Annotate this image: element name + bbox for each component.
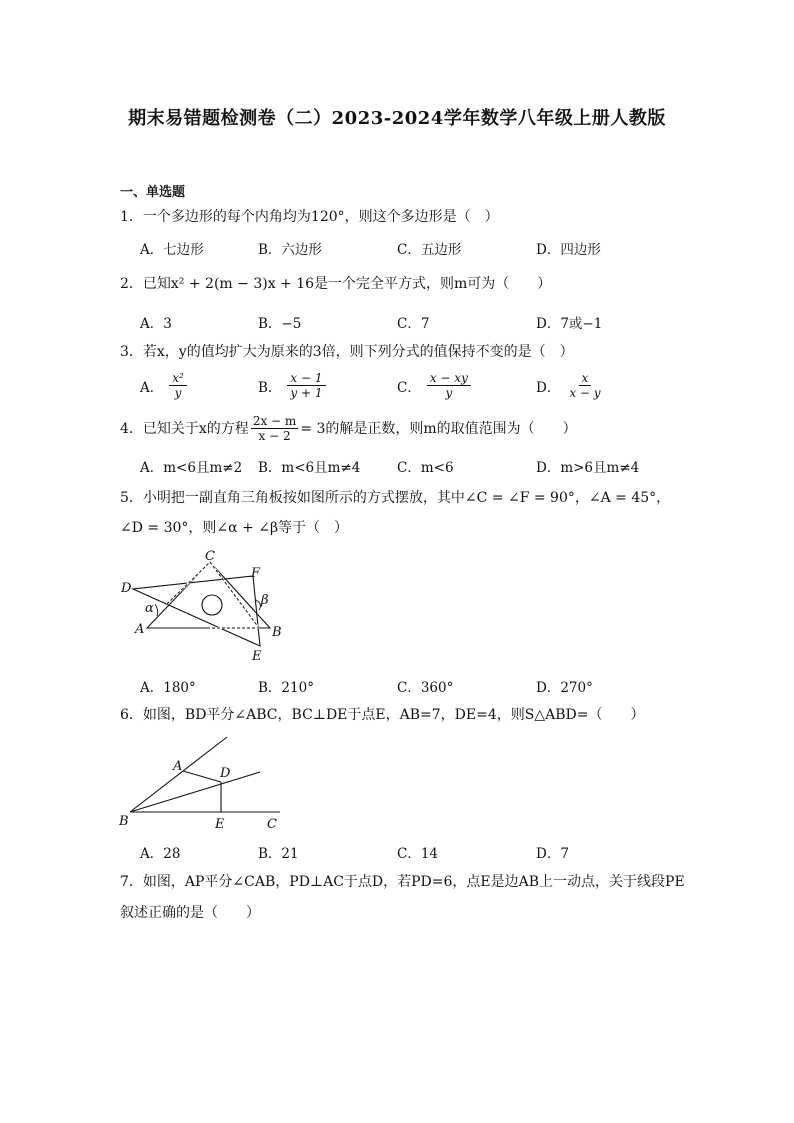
option-b: B．210° [258, 680, 314, 696]
numerator: x − xy [427, 371, 471, 386]
label-a: A [173, 759, 183, 774]
triangles-figure [115, 546, 295, 666]
fraction [169, 371, 187, 400]
option-c: C．m<6 [397, 460, 454, 476]
option-d: D．四边形 [536, 242, 601, 258]
triangle-hole [202, 595, 222, 615]
denominator: y [174, 386, 182, 400]
option-label: D． [536, 379, 561, 396]
option-label: A． [140, 379, 164, 396]
fraction [287, 371, 325, 400]
option-d: D．270° [536, 680, 593, 696]
label-beta: β [261, 593, 269, 608]
option-c: C．14 [397, 846, 439, 862]
option-a: A．七边形 [140, 242, 204, 258]
question-6-options [140, 842, 760, 866]
option-label: B． [258, 379, 282, 396]
question-2-options [140, 312, 760, 336]
question-5-options [140, 676, 760, 700]
question-4-options [140, 456, 760, 480]
question-2-stem: 2．已知x² + 2(m − 3)x + 16是一个完全平方式，则m可为（ ） [120, 276, 552, 292]
label-c: C [205, 549, 215, 564]
page-title: 期末易错题检测卷（二）2023-2024学年数学八年级上册人教版 [128, 108, 666, 129]
option-d [536, 371, 604, 400]
option-c: C．360° [397, 680, 454, 696]
option-b: B．−5 [258, 316, 302, 332]
bisector-bd [130, 772, 260, 812]
numerator: 2x − m [252, 414, 297, 428]
stem-text-pre: 4．已知关于x的方程 [120, 420, 249, 437]
option-c: C．五边形 [397, 242, 462, 258]
question-3-stem: 3．若x，y的值均扩大为原来的3倍，则下列分式的值保持不变的是（ ） [120, 344, 574, 360]
option-a: A．3 [140, 316, 172, 332]
fraction [566, 371, 603, 400]
question-1-stem: 1．一个多边形的每个内角均为120°，则这个多边形是（ ） [120, 209, 499, 225]
fraction [427, 371, 471, 400]
option-label: C． [397, 379, 421, 396]
label-d: D [121, 581, 132, 596]
question-5-stem-cont: ∠D = 30°，则∠α + ∠β等于（ ） [120, 520, 349, 536]
question-3-options [140, 371, 760, 407]
label-alpha: α [145, 601, 154, 616]
question-1-options [140, 238, 760, 262]
label-f: F [251, 566, 261, 581]
label-b: B [272, 625, 282, 640]
stem-text-post: = 3的解是正数，则m的取值范围为（ ） [300, 420, 577, 437]
option-d: D．7或−1 [536, 316, 603, 332]
denominator: x − y [569, 386, 601, 400]
alpha-arc [155, 604, 158, 616]
option-b: B．21 [258, 846, 299, 862]
option-d: D．m>6且m≠4 [536, 460, 640, 476]
option-c: C．7 [397, 316, 430, 332]
section-heading: 一、单选题 [120, 185, 186, 200]
label-e: E [252, 649, 262, 664]
question-5-stem: 5．小明把一副直角三角板按如图所示的方式摆放，其中∠C = ∠F = 90°，∠A = 45°， [120, 490, 671, 506]
label-c: C [267, 817, 277, 832]
segment-ad [183, 771, 221, 782]
equation-fraction [251, 414, 298, 443]
option-d: D．7 [536, 846, 569, 862]
label-e: E [215, 817, 225, 832]
option-a [140, 371, 187, 400]
option-a: A．28 [140, 846, 181, 862]
option-b: B．六边形 [258, 242, 322, 258]
question-6-stem: 6．如图，BD平分∠ABC，BC⊥DE于点E，AB=7，DE=4，则S△ABD=（ ） [120, 707, 645, 723]
ray-ba [130, 737, 227, 812]
option-c [397, 371, 471, 400]
option-b: B．m<6且m≠4 [258, 460, 361, 476]
label-b: B [119, 814, 129, 829]
denominator: y + 1 [290, 386, 323, 400]
numerator: x − 1 [287, 371, 325, 386]
label-d: D [220, 766, 231, 781]
option-a: A．m<6且m≠2 [140, 460, 243, 476]
option-b [258, 371, 326, 400]
question-7-stem: 7．如图，AP平分∠CAB，PD⊥AC于点D，若PD=6，点E是边AB上一动点，关于线段PE [120, 874, 685, 890]
question-7-stem-cont: 叙述正确的是（ ） [120, 905, 260, 921]
numerator: x [579, 371, 592, 386]
label-a: A [135, 622, 145, 637]
denominator: y [445, 386, 453, 400]
option-a: A．180° [140, 680, 196, 696]
angle-bisector-figure [115, 732, 290, 832]
question-4-stem [120, 414, 577, 443]
denominator: x − 2 [258, 429, 291, 443]
numerator: x² [169, 371, 187, 386]
